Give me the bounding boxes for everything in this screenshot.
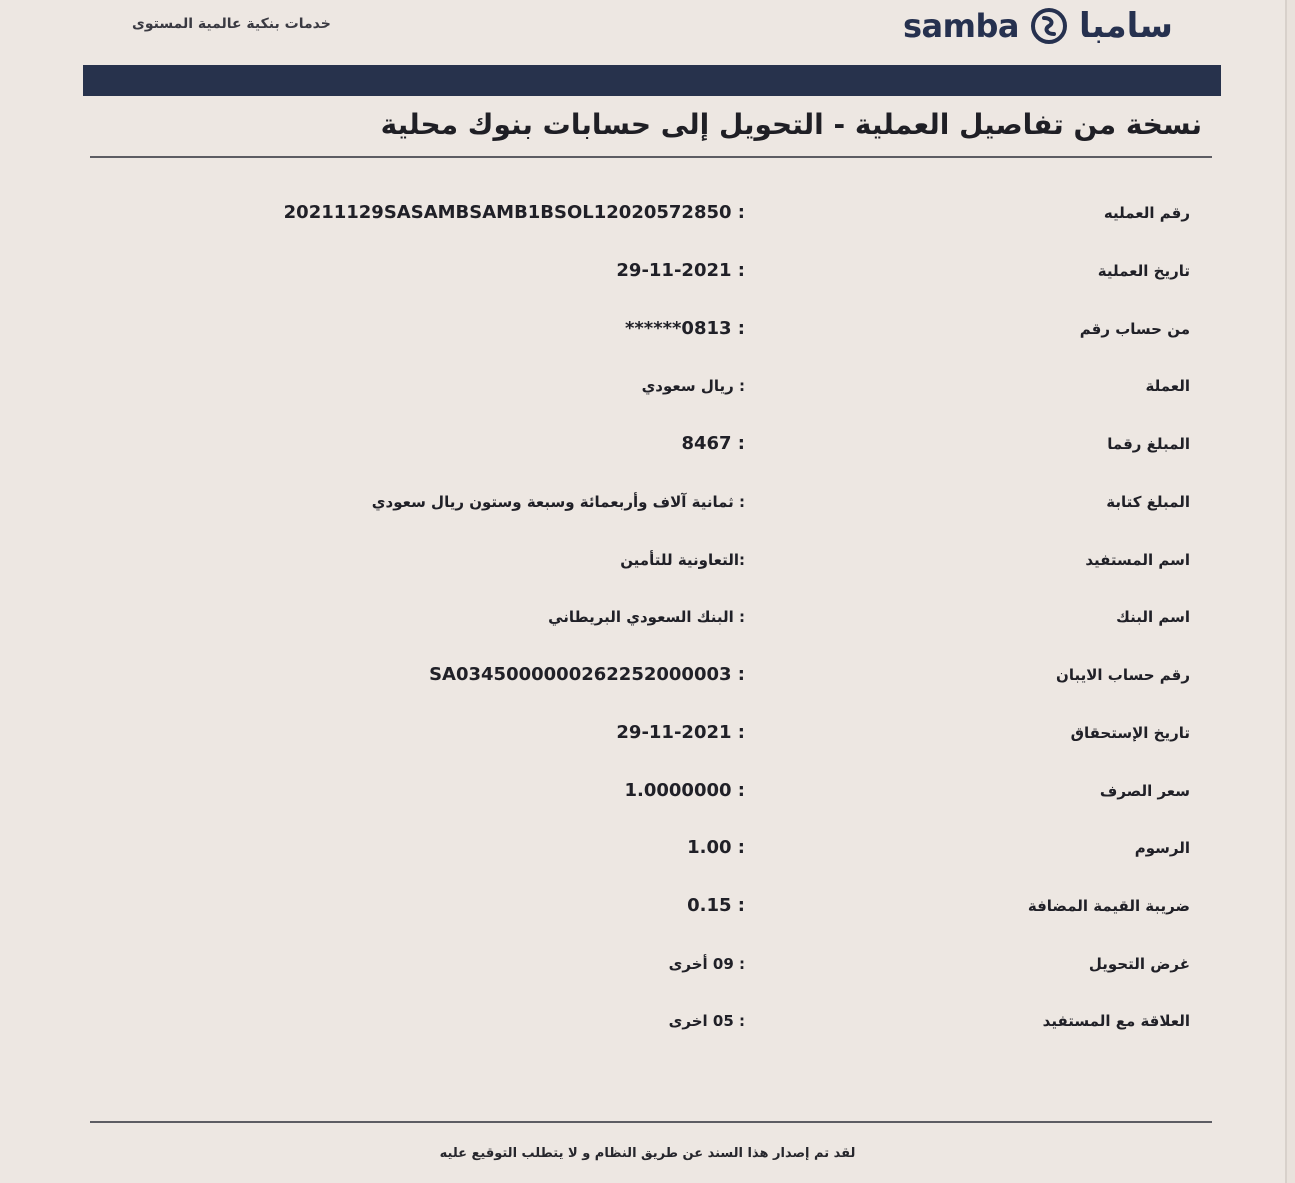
detail-label: رقم حساب الايبان xyxy=(1056,666,1190,684)
detail-value: : 05 اخرى xyxy=(668,1012,745,1030)
detail-row-exchange-rate xyxy=(0,768,1285,826)
detail-row-currency xyxy=(0,363,1285,421)
detail-row-due-date xyxy=(0,710,1285,768)
detail-row-amount-words xyxy=(0,479,1285,537)
detail-label: العملة xyxy=(1145,377,1190,395)
detail-row-amount-numeric xyxy=(0,421,1285,479)
detail-row-fees xyxy=(0,825,1285,883)
detail-row-bank-name xyxy=(0,594,1285,652)
detail-value: : 09 أخرى xyxy=(668,955,745,973)
detail-label: المبلغ رقما xyxy=(1107,435,1190,453)
detail-label: العلاقة مع المستفيد xyxy=(1042,1012,1190,1030)
document-title: نسخة من تفاصيل العملية - التحويل إلى حسابات بنوك محلية xyxy=(380,108,1202,141)
detail-label: سعر الصرف xyxy=(1099,782,1190,800)
detail-row-from-account xyxy=(0,306,1285,364)
detail-row-beneficiary-relationship xyxy=(0,998,1285,1056)
detail-label: تاريخ الإستحقاق xyxy=(1070,724,1190,742)
footer-divider xyxy=(90,1121,1212,1123)
detail-value: 29-11-2021 : xyxy=(616,260,745,281)
detail-label: رقم العمليه xyxy=(1103,204,1190,222)
detail-value: : ريال سعودي xyxy=(641,377,745,395)
detail-value: 0.15 : xyxy=(687,895,745,916)
detail-label: اسم المستفيد xyxy=(1085,551,1190,569)
title-divider xyxy=(90,156,1212,158)
detail-label: غرض التحويل xyxy=(1088,955,1190,973)
logo-arabic-text: سامبا xyxy=(1078,6,1173,46)
samba-emblem-icon xyxy=(1029,6,1069,46)
detail-value: : ثمانية آلاف وأربعمائة وسبعة وستون ريال سعودي xyxy=(371,493,745,511)
detail-value: SA0345000000262252000003 : xyxy=(429,664,745,685)
detail-value: 29-11-2021 : xyxy=(616,722,745,743)
detail-value: 1.0000000 : xyxy=(624,780,745,801)
detail-label: ضريبة القيمة المضافة xyxy=(1027,897,1190,915)
detail-label: من حساب رقم xyxy=(1079,320,1190,338)
header-band xyxy=(83,65,1221,96)
detail-label: اسم البنك xyxy=(1116,608,1190,626)
detail-value: 1.00 : xyxy=(687,837,745,858)
detail-row-transaction-number xyxy=(0,190,1285,248)
detail-value: 20211129SASAMBSAMB1BSOL12020572850 : xyxy=(283,202,745,223)
detail-row-iban xyxy=(0,652,1285,710)
detail-label: الرسوم xyxy=(1134,839,1190,857)
detail-row-vat xyxy=(0,883,1285,941)
detail-value: 8467 : xyxy=(681,433,745,454)
system-issued-note: لقد تم إصدار هذا السند عن طريق النظام و لا يتطلب التوقيع عليه xyxy=(439,1146,856,1161)
bank-tagline: خدمات بنكية عالمية المستوى xyxy=(132,16,331,32)
detail-value: ******0813 : xyxy=(624,318,745,339)
detail-value: :التعاونية للتأمين xyxy=(620,551,745,569)
detail-row-beneficiary-name xyxy=(0,537,1285,595)
detail-row-transaction-date xyxy=(0,248,1285,306)
detail-row-transfer-purpose xyxy=(0,941,1285,999)
logo-latin-text: samba xyxy=(903,7,1019,45)
samba-logo xyxy=(903,0,1173,52)
detail-label: المبلغ كتابة xyxy=(1106,493,1190,511)
detail-label: تاريخ العملية xyxy=(1097,262,1190,280)
detail-value: : البنك السعودي البريطاني xyxy=(548,608,745,626)
